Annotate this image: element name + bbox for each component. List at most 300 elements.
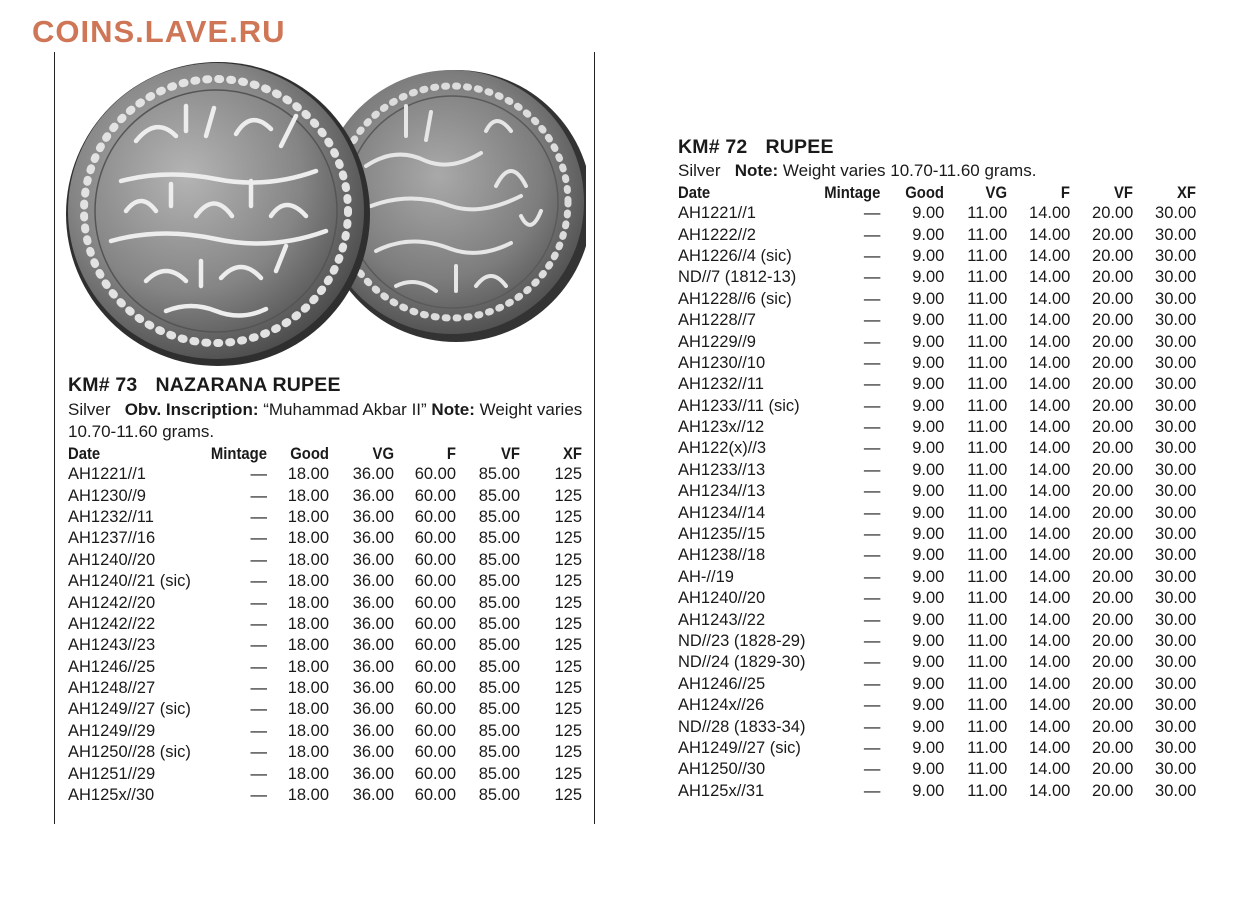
cell-vg: 11.00 — [967, 567, 1008, 586]
cell-good: 9.00 — [912, 717, 945, 736]
cell-vg: 11.00 — [967, 418, 1008, 437]
cell-good: 9.00 — [912, 268, 945, 287]
cell-date: ND//23 (1828-29) — [678, 632, 806, 650]
cell-vg: 11.00 — [967, 482, 1008, 501]
cell-f: 14.00 — [1029, 268, 1071, 287]
cell-mintage: — — [863, 653, 881, 672]
cell-date: AH125x//31 — [678, 781, 765, 800]
cell-mintage: — — [250, 657, 267, 676]
table-row — [678, 631, 1196, 652]
cell-mintage: — — [863, 289, 881, 308]
cell-vg: 11.00 — [967, 674, 1008, 693]
cell-vg: 36.00 — [352, 764, 394, 783]
left-obv-text: “Muhammad Akbar II” — [263, 400, 427, 419]
cell-vg: 36.00 — [352, 743, 394, 762]
cell-vf: 20.00 — [1092, 525, 1134, 544]
cell-vf: 85.00 — [478, 700, 520, 719]
table-row — [678, 224, 1196, 245]
cell-mintage: — — [250, 614, 267, 633]
cell-xf: 125 — [554, 550, 582, 569]
cell-f: 14.00 — [1029, 781, 1071, 800]
cell-good: 18.00 — [287, 529, 329, 548]
table-row — [68, 550, 582, 571]
cell-mintage: — — [863, 396, 881, 415]
cell-good: 9.00 — [912, 781, 945, 800]
table-row — [678, 502, 1196, 523]
cell-xf: 30.00 — [1155, 246, 1197, 265]
cell-vf: 85.00 — [478, 657, 520, 676]
left-price-table — [68, 443, 582, 806]
cell-mintage: — — [863, 204, 881, 223]
cell-mintage: — — [250, 465, 267, 484]
cell-vg: 36.00 — [352, 679, 394, 698]
cell-vg: 36.00 — [352, 786, 394, 805]
table-row — [68, 657, 582, 678]
cell-good: 9.00 — [912, 460, 945, 479]
cell-mintage: — — [863, 717, 881, 736]
table-row — [678, 310, 1196, 331]
cell-vg: 11.00 — [967, 589, 1008, 608]
table-row — [68, 485, 582, 506]
cell-f: 14.00 — [1029, 589, 1071, 608]
cell-date: AH1222//2 — [678, 225, 756, 244]
cell-f: 14.00 — [1029, 632, 1071, 650]
cell-date: AH1233//13 — [678, 460, 766, 479]
right-coin-name: RUPEE — [765, 136, 834, 158]
cell-date: AH1249//27 (sic) — [68, 700, 191, 719]
table-row — [68, 699, 582, 720]
cell-date: AH1230//10 — [678, 353, 766, 372]
cell-mintage: — — [863, 781, 881, 800]
column-header-xf: XF — [1177, 184, 1197, 202]
cell-xf: 30.00 — [1155, 268, 1197, 287]
cell-vf: 20.00 — [1092, 268, 1134, 287]
cell-vf: 20.00 — [1092, 311, 1134, 330]
cell-vf: 20.00 — [1092, 610, 1134, 629]
cell-f: 14.00 — [1029, 375, 1071, 394]
cell-good: 18.00 — [287, 572, 329, 591]
cell-vf: 20.00 — [1092, 653, 1134, 672]
cell-xf: 125 — [554, 764, 582, 783]
cell-good: 9.00 — [912, 375, 945, 394]
cell-vg: 11.00 — [967, 332, 1008, 351]
table-row — [68, 742, 582, 763]
cell-vg: 11.00 — [967, 375, 1008, 394]
cell-f: 14.00 — [1029, 760, 1071, 779]
cell-good: 9.00 — [912, 482, 945, 501]
cell-xf: 125 — [554, 700, 582, 719]
cell-vg: 11.00 — [967, 439, 1008, 458]
cell-f: 60.00 — [414, 764, 456, 783]
cell-date: AH1243//23 — [68, 636, 156, 655]
column-header-mintage: Mintage — [824, 184, 881, 202]
cell-good: 9.00 — [912, 225, 945, 244]
cell-xf: 30.00 — [1155, 204, 1197, 223]
cell-xf: 30.00 — [1155, 460, 1197, 479]
cell-mintage: — — [250, 721, 267, 740]
cell-good: 9.00 — [912, 546, 945, 565]
cell-mintage: — — [863, 439, 881, 458]
cell-vg: 36.00 — [352, 572, 394, 591]
table-row — [678, 267, 1196, 288]
table-row — [678, 609, 1196, 630]
cell-good: 18.00 — [287, 593, 329, 612]
cell-date: AH1235//15 — [678, 525, 766, 544]
cell-mintage: — — [863, 460, 881, 479]
cell-vf: 85.00 — [478, 764, 520, 783]
cell-mintage: — — [250, 700, 267, 719]
cell-good: 9.00 — [912, 353, 945, 372]
left-entry-title — [68, 374, 588, 397]
cell-good: 9.00 — [912, 610, 945, 629]
cell-date: AH1237//16 — [68, 529, 156, 548]
obverse-coin — [66, 62, 370, 366]
cell-vf: 20.00 — [1092, 674, 1134, 693]
table-row — [678, 396, 1196, 417]
cell-xf: 30.00 — [1155, 482, 1197, 501]
cell-mintage: — — [863, 311, 881, 330]
cell-vg: 11.00 — [967, 353, 1008, 372]
cell-vg: 11.00 — [967, 289, 1008, 308]
cell-xf: 30.00 — [1155, 353, 1197, 372]
table-row — [678, 674, 1196, 695]
cell-vf: 20.00 — [1092, 546, 1134, 565]
cell-f: 60.00 — [414, 657, 456, 676]
cell-vg: 36.00 — [352, 507, 394, 526]
cell-xf: 30.00 — [1155, 567, 1197, 586]
cell-date: ND//28 (1833-34) — [678, 717, 806, 736]
column-header-vf: VF — [1114, 184, 1134, 202]
cell-xf: 30.00 — [1155, 418, 1197, 437]
left-description — [68, 399, 588, 443]
table-row — [68, 721, 582, 742]
cell-f: 14.00 — [1029, 546, 1071, 565]
cell-f: 14.00 — [1029, 418, 1071, 437]
cell-f: 60.00 — [414, 550, 456, 569]
cell-vf: 20.00 — [1092, 418, 1134, 437]
cell-vf: 85.00 — [478, 465, 520, 484]
cell-f: 14.00 — [1029, 696, 1071, 715]
cell-xf: 30.00 — [1155, 717, 1197, 736]
cell-good: 9.00 — [912, 503, 945, 522]
cell-vf: 20.00 — [1092, 781, 1134, 800]
cell-good: 9.00 — [912, 589, 945, 608]
cell-good: 9.00 — [912, 653, 945, 672]
cell-vf: 20.00 — [1092, 503, 1134, 522]
cell-f: 60.00 — [414, 636, 456, 655]
cell-f: 14.00 — [1029, 289, 1071, 308]
left-metal: Silver — [68, 400, 111, 419]
cell-xf: 125 — [554, 679, 582, 698]
cell-date: AH1249//27 (sic) — [678, 738, 801, 757]
cell-vf: 20.00 — [1092, 460, 1134, 479]
cell-mintage: — — [863, 738, 881, 757]
cell-f: 60.00 — [414, 593, 456, 612]
cell-good: 9.00 — [912, 760, 945, 779]
cell-vf: 85.00 — [478, 486, 520, 505]
cell-good: 18.00 — [287, 700, 329, 719]
cell-f: 14.00 — [1029, 460, 1071, 479]
cell-mintage: — — [863, 482, 881, 501]
cell-f: 14.00 — [1029, 225, 1071, 244]
cell-vf: 20.00 — [1092, 225, 1134, 244]
cell-mintage: — — [863, 696, 881, 715]
cell-mintage: — — [863, 418, 881, 437]
table-row — [678, 374, 1196, 395]
left-coin-name: NAZARANA RUPEE — [155, 374, 341, 396]
cell-good: 18.00 — [287, 657, 329, 676]
cell-xf: 125 — [554, 529, 582, 548]
cell-vf: 20.00 — [1092, 332, 1134, 351]
column-header-mintage: Mintage — [210, 445, 267, 463]
cell-mintage: — — [863, 674, 881, 693]
cell-date: AH1234//13 — [678, 482, 766, 501]
cell-mintage: — — [863, 353, 881, 372]
cell-xf: 125 — [554, 786, 582, 805]
cell-vf: 20.00 — [1092, 632, 1134, 650]
cell-date: AH-//19 — [678, 567, 734, 586]
cell-vf: 85.00 — [478, 529, 520, 548]
cell-good: 18.00 — [287, 507, 329, 526]
cell-vg: 11.00 — [967, 781, 1008, 800]
table-row — [68, 785, 582, 806]
table-row — [68, 507, 582, 528]
cell-mintage: — — [863, 246, 881, 265]
table-row — [68, 678, 582, 699]
cell-date: AH1250//30 — [678, 760, 766, 779]
cell-f: 60.00 — [414, 614, 456, 633]
cell-vf: 85.00 — [478, 593, 520, 612]
cell-xf: 30.00 — [1155, 632, 1197, 650]
cell-f: 14.00 — [1029, 567, 1071, 586]
cell-good: 9.00 — [912, 246, 945, 265]
cell-vf: 20.00 — [1092, 589, 1134, 608]
cell-vf: 85.00 — [478, 636, 520, 655]
table-row — [678, 716, 1196, 737]
cell-mintage: — — [863, 503, 881, 522]
cell-vg: 11.00 — [967, 268, 1008, 287]
cell-good: 9.00 — [912, 525, 945, 544]
table-row — [68, 592, 582, 613]
cell-f: 60.00 — [414, 465, 456, 484]
cell-good: 18.00 — [287, 764, 329, 783]
cell-date: AH1240//20 — [678, 589, 766, 608]
cell-vf: 20.00 — [1092, 439, 1134, 458]
center-column-divider — [594, 52, 595, 824]
cell-vg: 36.00 — [352, 636, 394, 655]
cell-mintage: — — [863, 546, 881, 565]
cell-vg: 11.00 — [967, 546, 1008, 565]
cell-f: 14.00 — [1029, 439, 1071, 458]
cell-xf: 30.00 — [1155, 289, 1197, 308]
cell-vg: 11.00 — [967, 632, 1008, 650]
cell-date: AH1250//28 (sic) — [68, 743, 191, 762]
cell-f: 60.00 — [414, 721, 456, 740]
cell-date: AH1249//29 — [68, 721, 156, 740]
cell-f: 14.00 — [1029, 311, 1071, 330]
cell-vf: 20.00 — [1092, 289, 1134, 308]
cell-vf: 20.00 — [1092, 204, 1134, 223]
cell-good: 9.00 — [912, 311, 945, 330]
cell-good: 9.00 — [912, 204, 945, 223]
cell-vf: 20.00 — [1092, 396, 1134, 415]
cell-f: 60.00 — [414, 529, 456, 548]
cell-mintage: — — [863, 268, 881, 287]
cell-vf: 20.00 — [1092, 567, 1134, 586]
cell-vg: 11.00 — [967, 653, 1008, 672]
cell-xf: 30.00 — [1155, 760, 1197, 779]
cell-vf: 20.00 — [1092, 246, 1134, 265]
cell-f: 14.00 — [1029, 353, 1071, 372]
cell-vf: 85.00 — [478, 614, 520, 633]
cell-vg: 36.00 — [352, 593, 394, 612]
cell-vf: 20.00 — [1092, 482, 1134, 501]
cell-date: AH1229//9 — [678, 332, 756, 351]
table-row — [68, 614, 582, 635]
cell-vg: 36.00 — [352, 657, 394, 676]
cell-f: 60.00 — [414, 507, 456, 526]
coin-images — [66, 56, 586, 366]
cell-xf: 125 — [554, 486, 582, 505]
table-row — [678, 781, 1196, 802]
cell-vg: 11.00 — [967, 696, 1008, 715]
cell-vf: 85.00 — [478, 743, 520, 762]
cell-date: AH1240//21 (sic) — [68, 572, 191, 591]
cell-vf: 85.00 — [478, 550, 520, 569]
cell-f: 14.00 — [1029, 674, 1071, 693]
cell-mintage: — — [863, 332, 881, 351]
cell-date: AH1243//22 — [678, 610, 766, 629]
cell-vf: 20.00 — [1092, 696, 1134, 715]
cell-f: 14.00 — [1029, 482, 1071, 501]
cell-good: 9.00 — [912, 332, 945, 351]
cell-vf: 85.00 — [478, 786, 520, 805]
table-row — [68, 528, 582, 549]
cell-f: 14.00 — [1029, 525, 1071, 544]
table-row — [678, 738, 1196, 759]
cell-good: 18.00 — [287, 486, 329, 505]
table-row — [68, 464, 582, 485]
cell-mintage: — — [250, 507, 267, 526]
cell-date: AH1228//7 — [678, 311, 756, 330]
cell-good: 9.00 — [912, 632, 945, 650]
cell-vg: 11.00 — [967, 610, 1008, 629]
cell-vg: 11.00 — [967, 525, 1008, 544]
cell-xf: 30.00 — [1155, 225, 1197, 244]
cell-mintage: — — [250, 743, 267, 762]
cell-f: 60.00 — [414, 743, 456, 762]
right-price-table — [678, 182, 1196, 802]
table-row — [678, 417, 1196, 438]
cell-f: 60.00 — [414, 572, 456, 591]
table-row — [68, 571, 582, 592]
cell-f: 60.00 — [414, 679, 456, 698]
cell-xf: 30.00 — [1155, 439, 1197, 458]
cell-vg: 11.00 — [967, 503, 1008, 522]
cell-xf: 30.00 — [1155, 332, 1197, 351]
cell-vf: 20.00 — [1092, 353, 1134, 372]
cell-good: 18.00 — [287, 550, 329, 569]
cell-good: 18.00 — [287, 614, 329, 633]
column-header-date: Date — [68, 445, 101, 463]
table-row — [678, 289, 1196, 310]
cell-date: AH123x//12 — [678, 418, 765, 437]
right-metal: Silver — [678, 161, 721, 180]
cell-vf: 85.00 — [478, 721, 520, 740]
left-column-divider — [54, 52, 55, 824]
cell-vg: 11.00 — [967, 311, 1008, 330]
watermark: COINS.LAVE.RU — [32, 14, 286, 49]
cell-f: 14.00 — [1029, 717, 1071, 736]
column-header-vg: VG — [372, 445, 394, 463]
cell-f: 14.00 — [1029, 653, 1071, 672]
cell-f: 14.00 — [1029, 246, 1071, 265]
column-header-xf: XF — [563, 445, 582, 463]
cell-xf: 30.00 — [1155, 653, 1197, 672]
cell-good: 9.00 — [912, 289, 945, 308]
cell-date: AH1242//20 — [68, 593, 156, 612]
cell-date: AH1230//9 — [68, 486, 146, 505]
cell-good: 9.00 — [912, 738, 945, 757]
cell-good: 9.00 — [912, 567, 945, 586]
cell-good: 9.00 — [912, 396, 945, 415]
cell-good: 9.00 — [912, 418, 945, 437]
cell-f: 60.00 — [414, 700, 456, 719]
table-row — [678, 438, 1196, 459]
right-catalog-entry — [678, 136, 1198, 802]
cell-good: 18.00 — [287, 743, 329, 762]
cell-xf: 125 — [554, 657, 582, 676]
cell-f: 60.00 — [414, 486, 456, 505]
table-row — [678, 588, 1196, 609]
cell-good: 9.00 — [912, 696, 945, 715]
cell-vg: 11.00 — [967, 717, 1008, 736]
cell-mintage: — — [863, 225, 881, 244]
cell-vg: 11.00 — [967, 396, 1008, 415]
cell-date: ND//24 (1829-30) — [678, 653, 806, 672]
cell-vf: 20.00 — [1092, 760, 1134, 779]
cell-date: AH125x//30 — [68, 786, 155, 805]
cell-mintage: — — [250, 764, 267, 783]
cell-vg: 36.00 — [352, 529, 394, 548]
cell-f: 14.00 — [1029, 738, 1071, 757]
left-km-number: KM# 73 — [68, 374, 138, 396]
cell-vg: 11.00 — [967, 225, 1008, 244]
cell-xf: 125 — [554, 636, 582, 655]
cell-xf: 30.00 — [1155, 589, 1197, 608]
table-row — [678, 759, 1196, 780]
cell-date: AH1221//1 — [68, 465, 146, 484]
left-note-label: Note: — [431, 400, 475, 419]
table-row — [678, 481, 1196, 502]
cell-vf: 85.00 — [478, 679, 520, 698]
column-header-good: Good — [290, 445, 329, 463]
cell-xf: 125 — [554, 743, 582, 762]
cell-good: 18.00 — [287, 721, 329, 740]
left-note-text: Weight varies 10.70-11.60 grams. — [68, 400, 583, 441]
right-table-header — [678, 182, 1196, 203]
cell-mintage: — — [250, 636, 267, 655]
cell-mintage: — — [863, 525, 881, 544]
cell-vf: 85.00 — [478, 507, 520, 526]
cell-mintage: — — [250, 529, 267, 548]
cell-vg: 11.00 — [967, 760, 1008, 779]
cell-mintage: — — [863, 567, 881, 586]
cell-vf: 20.00 — [1092, 717, 1134, 736]
cell-xf: 30.00 — [1155, 311, 1197, 330]
cell-good: 9.00 — [912, 674, 945, 693]
cell-date: ND//7 (1812-13) — [678, 268, 797, 287]
